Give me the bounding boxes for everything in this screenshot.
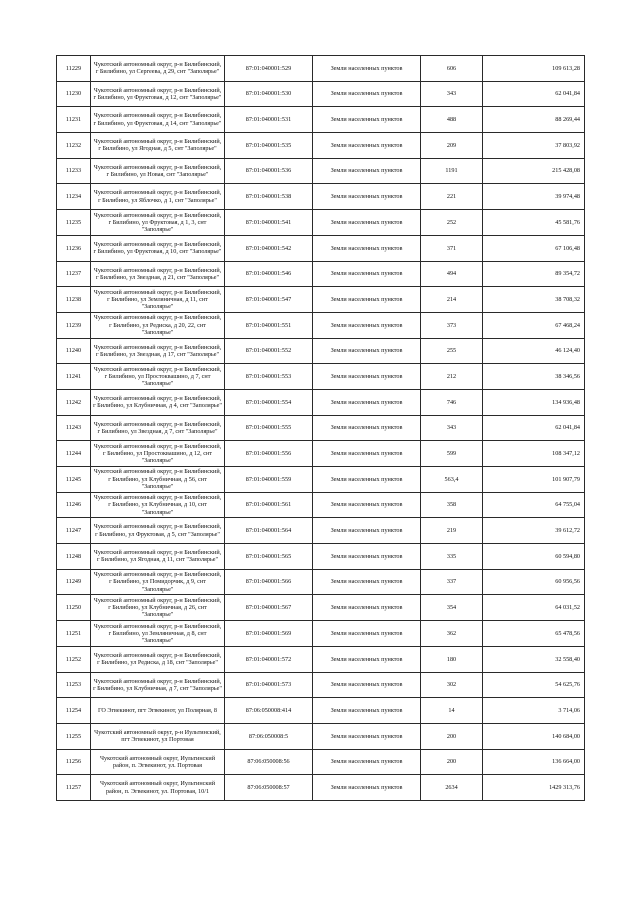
area-cell: 1191 xyxy=(421,158,483,184)
cadastral-value-cell: 89 354,72 xyxy=(483,261,585,287)
land-plots-table xyxy=(56,55,585,801)
cadastral-number-cell: 87:06:050008:56 xyxy=(225,749,313,775)
table-row xyxy=(57,723,585,749)
row-number: 11245 xyxy=(57,467,91,493)
table-row xyxy=(57,261,585,287)
cadastral-value-cell: 64 755,04 xyxy=(483,492,585,518)
address-cell: Чукотский автономный округ, р-н Билибинский, г Билибино, ул Звездная, д 17, снт "Заполярье" xyxy=(91,338,225,364)
address-cell: Чукотский автономный округ, р-н Билибинский, г Билибино, ул Редиска, д 18, снт "Заполярье" xyxy=(91,646,225,672)
address-cell: Чукотский автономный округ, р-н Билибинский, г Билибино, ул Фруктовая, д 12, снт "Заполярье" xyxy=(91,81,225,107)
land-category-cell: Земли населенных пунктов xyxy=(313,210,421,236)
table-row xyxy=(57,107,585,133)
table-row xyxy=(57,646,585,672)
row-number: 11250 xyxy=(57,595,91,621)
table-row xyxy=(57,184,585,210)
address-cell: Чукотский автономный округ, р-н Билибинский, г Билибино, ул Помидорчик, д 9, снт "Заполярье" xyxy=(91,569,225,595)
cadastral-number-cell: 87:01:040001:542 xyxy=(225,235,313,261)
table-row xyxy=(57,235,585,261)
row-number: 11251 xyxy=(57,621,91,647)
land-category-cell: Земли населенных пунктов xyxy=(313,518,421,544)
cadastral-value-cell: 46 124,40 xyxy=(483,338,585,364)
row-number: 11253 xyxy=(57,672,91,698)
cadastral-number-cell: 87:01:040001:530 xyxy=(225,81,313,107)
land-category-cell: Земли населенных пунктов xyxy=(313,415,421,441)
row-number: 11246 xyxy=(57,492,91,518)
land-category-cell: Земли населенных пунктов xyxy=(313,261,421,287)
row-number: 11244 xyxy=(57,441,91,467)
table-row xyxy=(57,775,585,801)
table-row xyxy=(57,569,585,595)
cadastral-value-cell: 45 581,76 xyxy=(483,210,585,236)
table-row xyxy=(57,158,585,184)
table-row xyxy=(57,287,585,313)
land-category-cell: Земли населенных пунктов xyxy=(313,775,421,801)
land-category-cell: Земли населенных пунктов xyxy=(313,133,421,159)
cadastral-value-cell: 3 714,06 xyxy=(483,698,585,724)
table-row xyxy=(57,441,585,467)
area-cell: 302 xyxy=(421,672,483,698)
address-cell: ГО Эгвекинот, пгт Эгвекинот, ул Полярная, 8 xyxy=(91,698,225,724)
area-cell: 219 xyxy=(421,518,483,544)
cadastral-number-cell: 87:01:040001:566 xyxy=(225,569,313,595)
area-cell: 252 xyxy=(421,210,483,236)
row-number: 11247 xyxy=(57,518,91,544)
row-number: 11236 xyxy=(57,235,91,261)
cadastral-value-cell: 134 936,48 xyxy=(483,389,585,415)
address-cell: Чукотский автономный округ, р-н Билибинский, г Билибино, ул Клубничная, д 10, снт "Заполярье" xyxy=(91,492,225,518)
table-row xyxy=(57,133,585,159)
area-cell: 354 xyxy=(421,595,483,621)
table-row xyxy=(57,210,585,236)
land-category-cell: Земли населенных пунктов xyxy=(313,441,421,467)
cadastral-value-cell: 140 684,00 xyxy=(483,723,585,749)
cadastral-value-cell: 60 594,80 xyxy=(483,544,585,570)
cadastral-value-cell: 65 478,56 xyxy=(483,621,585,647)
row-number: 11243 xyxy=(57,415,91,441)
area-cell: 362 xyxy=(421,621,483,647)
table-row xyxy=(57,749,585,775)
row-number: 11235 xyxy=(57,210,91,236)
cadastral-number-cell: 87:01:040001:538 xyxy=(225,184,313,210)
cadastral-number-cell: 87:01:040001:567 xyxy=(225,595,313,621)
address-cell: Чукотский автономный округ, р-н Билибинский, г Билибино, ул Яблочко, д 1, снт "Заполярье" xyxy=(91,184,225,210)
row-number: 11230 xyxy=(57,81,91,107)
area-cell: 599 xyxy=(421,441,483,467)
cadastral-value-cell: 101 907,79 xyxy=(483,467,585,493)
cadastral-value-cell: 64 031,52 xyxy=(483,595,585,621)
land-category-cell: Земли населенных пунктов xyxy=(313,749,421,775)
address-cell: Чукотский автономный округ, р-н Билибинский, г Билибино, ул Фруктовая, д 1, 3, снт "Заполярье" xyxy=(91,210,225,236)
row-number: 11252 xyxy=(57,646,91,672)
land-category-cell: Земли населенных пунктов xyxy=(313,595,421,621)
table-row xyxy=(57,364,585,390)
cadastral-number-cell: 87:01:040001:552 xyxy=(225,338,313,364)
land-category-cell: Земли населенных пунктов xyxy=(313,287,421,313)
cadastral-value-cell: 88 269,44 xyxy=(483,107,585,133)
land-category-cell: Земли населенных пунктов xyxy=(313,158,421,184)
cadastral-number-cell: 87:01:040001:564 xyxy=(225,518,313,544)
cadastral-value-cell: 109 613,28 xyxy=(483,56,585,82)
area-cell: 209 xyxy=(421,133,483,159)
land-category-cell: Земли населенных пунктов xyxy=(313,338,421,364)
row-number: 11249 xyxy=(57,569,91,595)
area-cell: 214 xyxy=(421,287,483,313)
address-cell: Чукотский автономный округ, р-н Билибинский, г Билибино, ул Новая, снт "Заполярье" xyxy=(91,158,225,184)
land-category-cell: Земли населенных пунктов xyxy=(313,646,421,672)
cadastral-value-cell: 67 106,48 xyxy=(483,235,585,261)
cadastral-value-cell: 54 625,76 xyxy=(483,672,585,698)
cadastral-number-cell: 87:01:040001:555 xyxy=(225,415,313,441)
cadastral-number-cell: 87:01:040001:541 xyxy=(225,210,313,236)
land-category-cell: Земли населенных пунктов xyxy=(313,107,421,133)
table-row xyxy=(57,415,585,441)
cadastral-number-cell: 87:01:040001:547 xyxy=(225,287,313,313)
cadastral-value-cell: 215 428,08 xyxy=(483,158,585,184)
cadastral-number-cell: 87:01:040001:569 xyxy=(225,621,313,647)
cadastral-value-cell: 39 612,72 xyxy=(483,518,585,544)
cadastral-number-cell: 87:01:040001:546 xyxy=(225,261,313,287)
area-cell: 255 xyxy=(421,338,483,364)
row-number: 11232 xyxy=(57,133,91,159)
land-category-cell: Земли населенных пунктов xyxy=(313,492,421,518)
row-number: 11257 xyxy=(57,775,91,801)
row-number: 11237 xyxy=(57,261,91,287)
land-category-cell: Земли населенных пунктов xyxy=(313,569,421,595)
cadastral-value-cell: 136 664,00 xyxy=(483,749,585,775)
table-row xyxy=(57,698,585,724)
row-number: 11238 xyxy=(57,287,91,313)
land-category-cell: Земли населенных пунктов xyxy=(313,312,421,338)
row-number: 11255 xyxy=(57,723,91,749)
area-cell: 2634 xyxy=(421,775,483,801)
address-cell: Чукотский автономный округ, Иультинский район, п. Эгвекинот, ул. Портовая xyxy=(91,749,225,775)
table-row xyxy=(57,338,585,364)
address-cell: Чукотский автономный округ, р-н Билибинский, г Билибино, ул Звездная, д 21, снт "Заполярье" xyxy=(91,261,225,287)
address-cell: Чукотский автономный округ, р-н Билибинский, г Билибино, ул Клубничная, д 56, снт "Заполярье" xyxy=(91,467,225,493)
area-cell: 221 xyxy=(421,184,483,210)
land-category-cell: Земли населенных пунктов xyxy=(313,364,421,390)
area-cell: 14 xyxy=(421,698,483,724)
land-category-cell: Земли населенных пунктов xyxy=(313,698,421,724)
table-row xyxy=(57,621,585,647)
cadastral-value-cell: 60 956,56 xyxy=(483,569,585,595)
land-category-cell: Земли населенных пунктов xyxy=(313,235,421,261)
area-cell: 343 xyxy=(421,81,483,107)
table-row xyxy=(57,595,585,621)
cadastral-value-cell: 108 347,12 xyxy=(483,441,585,467)
cadastral-value-cell: 32 558,40 xyxy=(483,646,585,672)
address-cell: Чукотский автономный округ, р-н Билибинский, г Билибино, ул Земляничная, д 11, снт "Заполярье" xyxy=(91,287,225,313)
cadastral-value-cell: 39 974,48 xyxy=(483,184,585,210)
land-category-cell: Земли населенных пунктов xyxy=(313,621,421,647)
cadastral-value-cell: 38 346,56 xyxy=(483,364,585,390)
cadastral-number-cell: 87:01:040001:529 xyxy=(225,56,313,82)
area-cell: 337 xyxy=(421,569,483,595)
area-cell: 488 xyxy=(421,107,483,133)
table-row xyxy=(57,56,585,82)
row-number: 11231 xyxy=(57,107,91,133)
land-category-cell: Земли населенных пунктов xyxy=(313,81,421,107)
table-row xyxy=(57,544,585,570)
address-cell: Чукотский автономный округ, р-н Билибинский, г Билибино, ул Простоквашино, д 12, снт "Заполярье" xyxy=(91,441,225,467)
cadastral-number-cell: 87:01:040001:565 xyxy=(225,544,313,570)
area-cell: 180 xyxy=(421,646,483,672)
cadastral-number-cell: 87:01:040001:554 xyxy=(225,389,313,415)
area-cell: 200 xyxy=(421,723,483,749)
cadastral-value-cell: 62 041,84 xyxy=(483,415,585,441)
land-category-cell: Земли населенных пунктов xyxy=(313,672,421,698)
address-cell: Чукотский автономный округ, р-н Билибинский, г Билибино, ул Ягодная, д 5, снт "Заполярье" xyxy=(91,133,225,159)
row-number: 11242 xyxy=(57,389,91,415)
area-cell: 606 xyxy=(421,56,483,82)
document-page xyxy=(56,55,584,801)
cadastral-value-cell: 37 803,92 xyxy=(483,133,585,159)
table-body xyxy=(57,56,585,801)
cadastral-number-cell: 87:01:040001:551 xyxy=(225,312,313,338)
land-category-cell: Земли населенных пунктов xyxy=(313,723,421,749)
table-row xyxy=(57,81,585,107)
address-cell: Чукотский автономный округ, р-н Билибинский, г Билибино, ул Звездная, д 7, снт "Заполярье" xyxy=(91,415,225,441)
land-category-cell: Земли населенных пунктов xyxy=(313,389,421,415)
table-row xyxy=(57,672,585,698)
address-cell: Чукотский автономный округ, р-н Билибинский, г Билибино, ул Клубничная, д 26, снт "Заполярье" xyxy=(91,595,225,621)
address-cell: Чукотский автономный округ, р-н Билибинский, г Билибино, ул Редиска, д 20, 22, снт "Заполярье" xyxy=(91,312,225,338)
cadastral-number-cell: 87:01:040001:572 xyxy=(225,646,313,672)
address-cell: Чукотский автономный округ, Иультинский район, п. Эгвекинот, ул. Портовая, 10/1 xyxy=(91,775,225,801)
cadastral-number-cell: 87:01:040001:553 xyxy=(225,364,313,390)
address-cell: Чукотский автономный округ, р-н Билибинский, г Билибино, ул Фруктовая, д 10, снт "Заполярье" xyxy=(91,235,225,261)
area-cell: 200 xyxy=(421,749,483,775)
land-category-cell: Земли населенных пунктов xyxy=(313,184,421,210)
row-number: 11229 xyxy=(57,56,91,82)
row-number: 11233 xyxy=(57,158,91,184)
table-row xyxy=(57,312,585,338)
area-cell: 335 xyxy=(421,544,483,570)
address-cell: Чукотский автономный округ, р-н Билибинский, г Билибино, ул Клубничная, д 4, снт "Заполярье" xyxy=(91,389,225,415)
row-number: 11239 xyxy=(57,312,91,338)
cadastral-value-cell: 38 708,32 xyxy=(483,287,585,313)
area-cell: 746 xyxy=(421,389,483,415)
row-number: 11241 xyxy=(57,364,91,390)
table-row xyxy=(57,492,585,518)
address-cell: Чукотский автономный округ, р-н Билибинский, г Билибино, ул Простоквашино, д 7, снт "Заполярье" xyxy=(91,364,225,390)
cadastral-number-cell: 87:01:040001:573 xyxy=(225,672,313,698)
land-category-cell: Земли населенных пунктов xyxy=(313,56,421,82)
address-cell: Чукотский автономный округ, р-н Билибинский, г Билибино, ул Земляничная, д 8, снт "Заполярье" xyxy=(91,621,225,647)
cadastral-number-cell: 87:01:040001:536 xyxy=(225,158,313,184)
area-cell: 494 xyxy=(421,261,483,287)
land-category-cell: Земли населенных пунктов xyxy=(313,467,421,493)
table-row xyxy=(57,467,585,493)
cadastral-number-cell: 87:01:040001:531 xyxy=(225,107,313,133)
cadastral-value-cell: 67 468,24 xyxy=(483,312,585,338)
area-cell: 343 xyxy=(421,415,483,441)
cadastral-number-cell: 87:06:050008:5 xyxy=(225,723,313,749)
cadastral-number-cell: 87:06:050008:414 xyxy=(225,698,313,724)
row-number: 11256 xyxy=(57,749,91,775)
row-number: 11254 xyxy=(57,698,91,724)
cadastral-number-cell: 87:01:040001:561 xyxy=(225,492,313,518)
address-cell: Чукотский автономный округ, р-н Билибинский, г Билибино, ул Сергеева, д 29, снт "Заполярье" xyxy=(91,56,225,82)
row-number: 11234 xyxy=(57,184,91,210)
cadastral-number-cell: 87:01:040001:559 xyxy=(225,467,313,493)
land-category-cell: Земли населенных пунктов xyxy=(313,544,421,570)
area-cell: 358 xyxy=(421,492,483,518)
area-cell: 371 xyxy=(421,235,483,261)
address-cell: Чукотский автономный округ, р-н Билибинский, г Билибино, ул Фруктовая, д 5, снт "Заполярье" xyxy=(91,518,225,544)
row-number: 11248 xyxy=(57,544,91,570)
address-cell: Чукотский автономный округ, р-н Билибинский, г Билибино, ул Клубничная, д 7, снт "Заполярье" xyxy=(91,672,225,698)
cadastral-value-cell: 1429 313,76 xyxy=(483,775,585,801)
area-cell: 373 xyxy=(421,312,483,338)
area-cell: 563,4 xyxy=(421,467,483,493)
cadastral-number-cell: 87:01:040001:535 xyxy=(225,133,313,159)
cadastral-value-cell: 62 041,84 xyxy=(483,81,585,107)
address-cell: Чукотский автономный округ, р-н Билибинский, г Билибино, ул Ягодная, д 11, снт "Заполярье" xyxy=(91,544,225,570)
address-cell: Чукотский автономный округ, р-н Иультинский, пгт Эгвекинот, ул Портовая xyxy=(91,723,225,749)
area-cell: 212 xyxy=(421,364,483,390)
address-cell: Чукотский автономный округ, р-н Билибинский, г Билибино, ул Фруктовая, д 14, снт "Заполярье" xyxy=(91,107,225,133)
cadastral-number-cell: 87:01:040001:556 xyxy=(225,441,313,467)
table-row xyxy=(57,389,585,415)
table-row xyxy=(57,518,585,544)
cadastral-number-cell: 87:06:050008:57 xyxy=(225,775,313,801)
row-number: 11240 xyxy=(57,338,91,364)
